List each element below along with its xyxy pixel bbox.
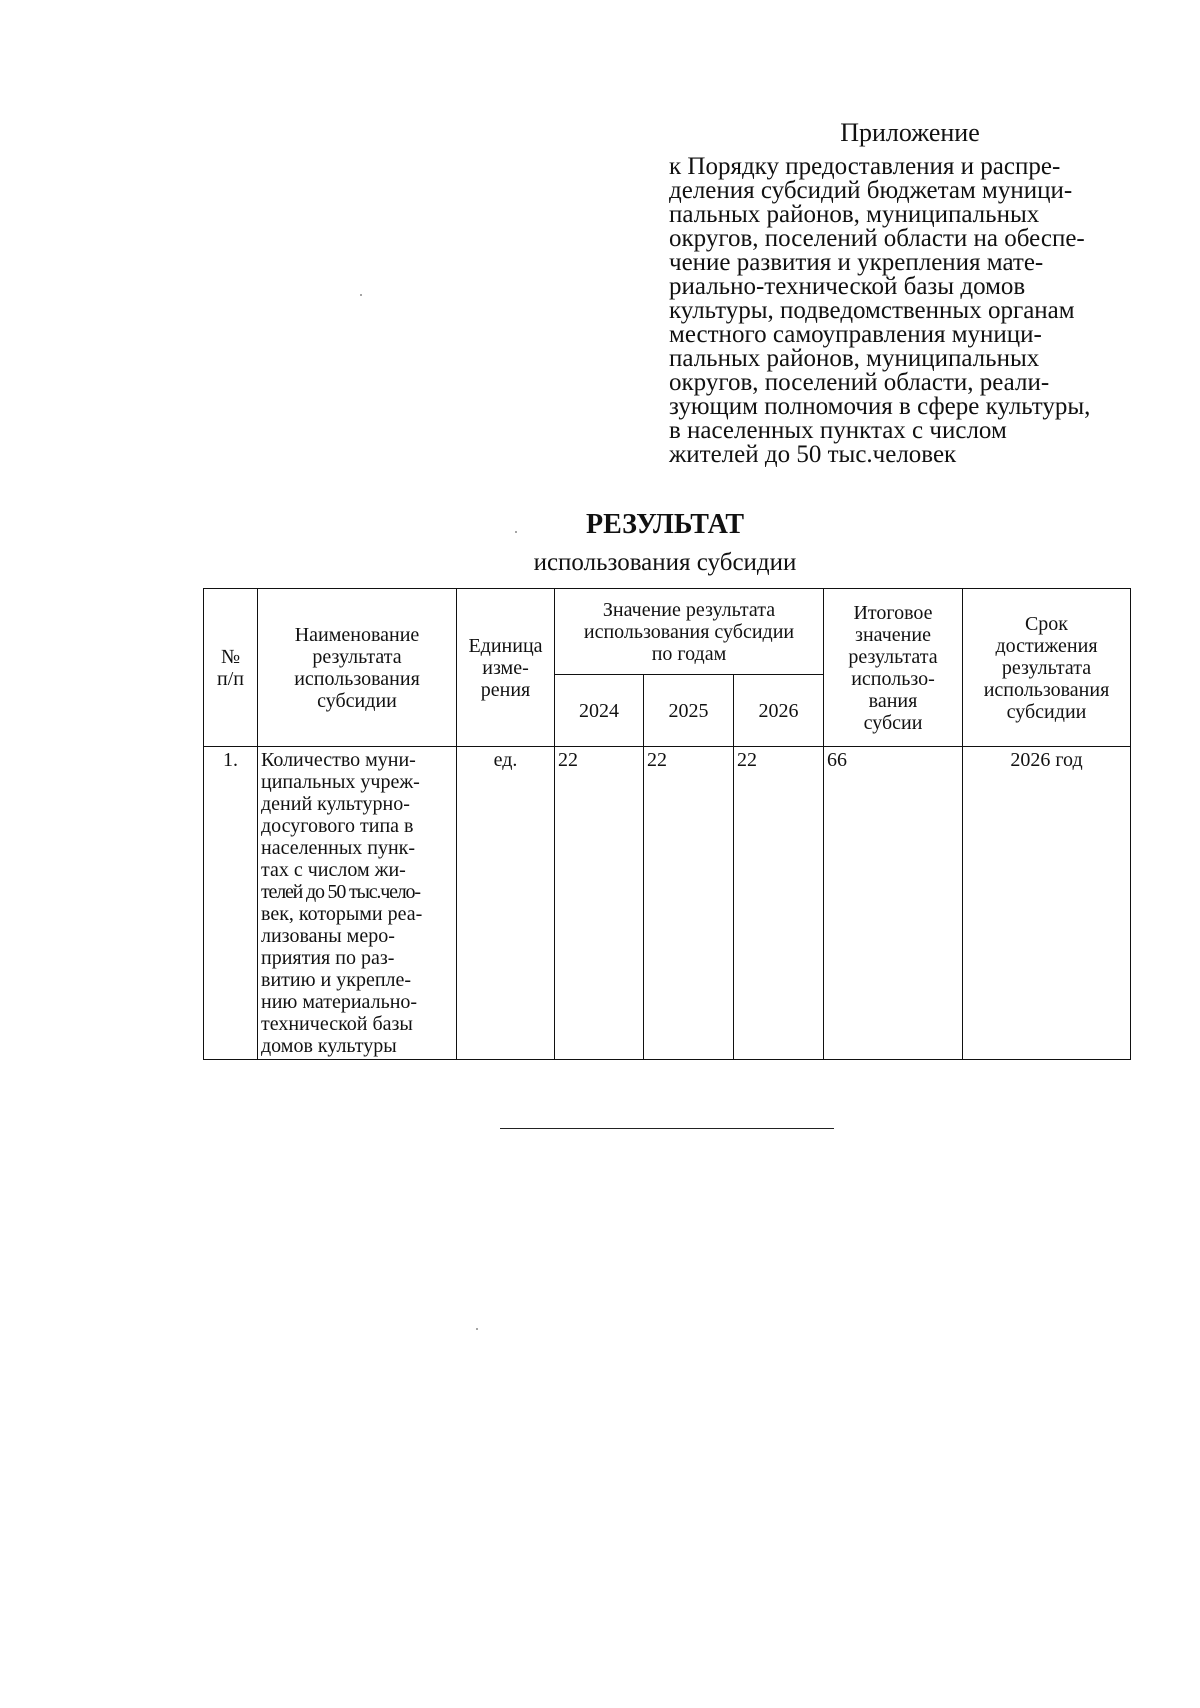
header-number — [204, 589, 258, 747]
header-unit-line: рения — [480, 678, 531, 701]
header-deadline-line: субсидии — [1006, 700, 1087, 723]
appendix-line: округов, поселений области на обеспе- — [669, 225, 1085, 252]
header-year: 2026 — [734, 675, 824, 747]
scan-speck — [360, 294, 362, 296]
appendix-line: округов, поселений области, реали- — [669, 369, 1050, 396]
result-table — [203, 588, 1131, 1060]
row-deadline: 2026 год — [963, 747, 1131, 1060]
appendix-line: культуры, подведомственных органам — [669, 297, 1075, 324]
header-values-line: использования субсидии — [583, 620, 795, 643]
scan-speck — [515, 531, 517, 533]
header-total-line: Итоговое — [853, 601, 933, 624]
row-name-line: ципальных учреж- — [261, 771, 420, 793]
row-name-line: населенных пунк- — [261, 837, 416, 859]
row-number: 1. — [204, 747, 258, 1060]
table-row — [204, 747, 1131, 1060]
row-unit: ед. — [457, 747, 555, 1060]
row-name-line: технической базы — [261, 1013, 413, 1035]
header-total-line: значение — [855, 623, 931, 646]
header-deadline-line: Срок — [1024, 612, 1069, 635]
appendix-line: риально-технической базы домов — [669, 273, 1026, 300]
header-row — [204, 589, 1131, 675]
header-number-line: № — [220, 645, 241, 668]
row-name-line: телей до 50 тыс.чело- — [261, 881, 420, 903]
appendix-line: зующим полномочия в сфере культуры, — [669, 393, 1091, 420]
row-name — [258, 747, 457, 1060]
header-values-line: по годам — [651, 642, 727, 665]
header-total-line: субсии — [863, 711, 923, 734]
header-values-group — [555, 589, 824, 675]
document-subtitle: использования субсидии — [533, 549, 797, 576]
header-name-line: использования — [294, 667, 420, 690]
header-deadline-line: достижения — [995, 634, 1098, 657]
appendix-line: деления субсидий бюджетам муници- — [669, 177, 1073, 204]
row-name-line: лизованы меро- — [261, 925, 395, 947]
header-year: 2024 — [555, 675, 644, 747]
row-name-line: домов культуры — [261, 1035, 397, 1057]
appendix-line: пальных районов, муниципальных — [669, 201, 1040, 228]
header-name-line: результата — [312, 645, 402, 668]
row-name-line: век, которыми реа- — [261, 903, 423, 925]
appendix-title: Приложение — [840, 118, 980, 147]
header-total-line: использо- — [851, 667, 935, 690]
row-name-line: тах с числом жи- — [261, 859, 406, 881]
header-unit-line: Единица — [468, 634, 543, 657]
scan-speck — [476, 1328, 478, 1330]
appendix-line: к Порядку предоставления и распре- — [669, 153, 1061, 180]
header-total-line: результата — [848, 645, 938, 668]
header-year: 2025 — [644, 675, 734, 747]
header-name — [258, 589, 457, 747]
header-number-line: п/п — [217, 667, 244, 690]
header-name-line: Наименование — [294, 623, 420, 646]
appendix-line: чение развития и укрепления мате- — [669, 249, 1044, 276]
end-rule — [500, 1128, 834, 1129]
header-values-line: Значение результата — [602, 598, 776, 621]
header-unit-line: изме- — [482, 656, 529, 679]
row-name-line: приятия по раз- — [261, 947, 395, 969]
header-deadline — [963, 589, 1131, 747]
header-total — [824, 589, 963, 747]
header-unit — [457, 589, 555, 747]
appendix-reference-text — [669, 155, 1139, 467]
row-name-line: дений культурно- — [261, 793, 410, 815]
appendix-line: в населенных пунктах с числом — [669, 417, 1007, 444]
row-name-line: витию и укрепле- — [261, 969, 412, 991]
row-name-line: Количество муни- — [261, 749, 416, 771]
row-value-2024: 22 — [555, 747, 644, 1060]
row-name-line: нию материально- — [261, 991, 418, 1013]
appendix-line: местного самоуправления муници- — [669, 321, 1042, 348]
row-name-line: досугового типа в — [261, 815, 414, 837]
appendix-line: пальных районов, муниципальных — [669, 345, 1040, 372]
document-title: РЕЗУЛЬТАТ — [585, 509, 745, 540]
header-name-line: субсидии — [317, 689, 397, 712]
row-value-2026: 22 — [734, 747, 824, 1060]
header-deadline-line: результата — [1001, 656, 1092, 679]
header-total-line: вания — [868, 689, 918, 712]
appendix-line: жителей до 50 тыс.человек — [669, 441, 957, 468]
header-deadline-line: использования — [983, 678, 1110, 701]
row-total: 66 — [824, 747, 963, 1060]
row-value-2025: 22 — [644, 747, 734, 1060]
